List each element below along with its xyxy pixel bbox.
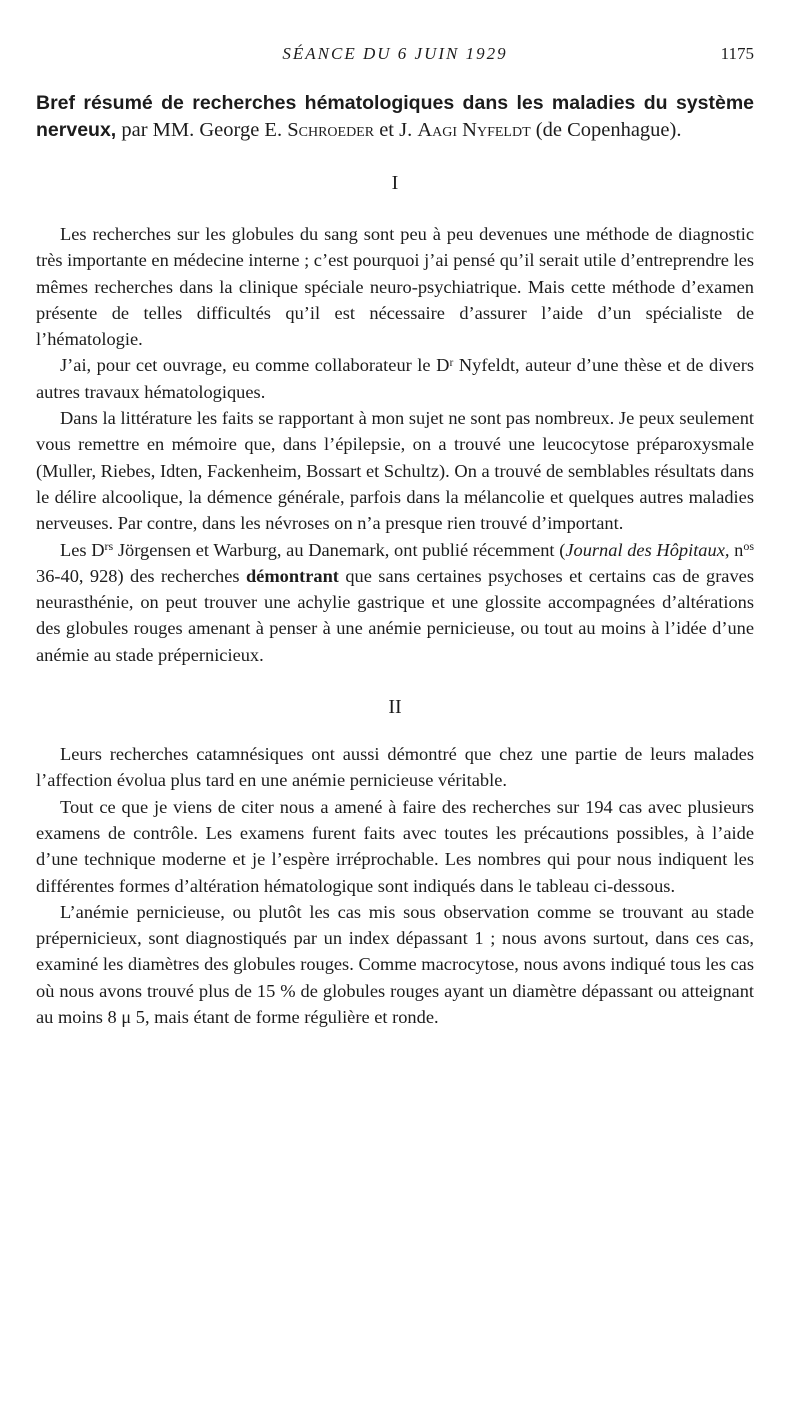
- text-run: que sans certaines psychoses et certains cas de graves neurasthénie, on peut trouver une achylie gastrique et une glossite accompagnées d’altérations des globules rouges amenant à penser à une anémie pernicieuse, ou tout au moins à l’idée d’une anémie au stade prépernicieux.: [36, 565, 754, 665]
- title-and: et J.: [374, 119, 418, 141]
- title-bold: Bref résumé de recherches hématologiques dans les maladies du système nerveux,: [36, 92, 754, 141]
- paragraph: Leurs recherches catamnésiques ont aussi démontré que chez une partie de leurs malades l’affection évolua plus tard en une anémie pernicieuse véritable.: [36, 744, 754, 791]
- text-run: n: [729, 539, 744, 560]
- emphasis: démontrant: [245, 565, 339, 586]
- text-run: Les D: [60, 539, 105, 560]
- paragraph: L’anémie pernicieuse, ou plutôt les cas mis sous observation comme se trouvant au stade prépernicieux, sont diagnostiqués par un index dépassant 1 ; nous avons surtout, dans ces cas, examiné les diamètres des globules rouges. Comme macrocytose, nous avons indiqué tous les cas où nous avons trouvé plus de 15 % de globules rouges ayant un diamètre dépassant ou atteignant au moins 8 μ 5, mais étant de forme régulière et ronde.: [36, 901, 754, 1028]
- running-title: SÉANCE DU 6 JUIN 1929: [282, 44, 508, 63]
- text-run: Jörgensen et Warburg, au Danemark, ont publié récemment (: [113, 539, 566, 560]
- author-schroeder: Schroeder: [287, 119, 375, 141]
- section-numeral-1: I: [391, 172, 399, 194]
- paragraph: Les recherches sur les globules du sang sont peu à peu devenues une méthode de diagnostic très importante en médecine interne ; c’est pourquoi j’ai pensé qu’il serait utile d’entreprendre les mêmes recherches dans la clinique spéciale neuro-psychiatrique. Mais cette méthode d’examen présente de telles difficultés qu’il est nécessaire d’assurer l’aide d’un spécialiste de l’hématologie.: [36, 224, 754, 350]
- page-number: 1175: [720, 44, 754, 63]
- section-numeral-2: II: [388, 696, 402, 719]
- superscript: os: [743, 538, 754, 553]
- journal-page: [36, 40, 754, 1030]
- paragraph-jorgensen: [36, 537, 754, 668]
- journal-name: Journal des Hôpitaux,: [565, 539, 730, 560]
- title-affiliation: (de Copenhague).: [530, 119, 682, 141]
- paragraph: J’ai, pour cet ouvrage, eu comme collaborateur le Dʳ Nyfeldt, auteur d’une thèse et de divers autres travaux hématologiques.: [36, 355, 754, 402]
- article-title: [36, 90, 754, 144]
- paragraph: Dans la littérature les faits se rapportant à mon sujet ne sont pas nombreux. Je peux seulement vous remettre en mémoire que, dans l’épilepsie, on a trouvé une leucocytose préparoxysmale (Muller, Riebes, Idten, Fackenheim, Bossart et Schultz). On a trouvé de semblables résultats dans le délire alcoolique, la démence générale, parfois dans la mélancolie et quelques autres maladies nerveuses. Par contre, dans les névroses on n’a presque rien trouvé d’important.: [36, 408, 754, 534]
- author-nyfeldt: Aagi Nyfeldt: [417, 119, 531, 141]
- running-head: [36, 40, 754, 70]
- text-run: 36-40, 928) des recherches: [36, 565, 246, 586]
- title-by: par MM. George E.: [116, 119, 288, 141]
- paragraph: Tout ce que je viens de citer nous a amené à faire des recherches sur 194 cas avec plusieurs examens de contrôle. Les examens furent faits avec toutes les précautions possibles, à l’aide d’une technique moderne et je l’espère irréprochable. Les nombres qui pour nous indiquent les différentes formes d’altération hématologique sont indiqués dans le tableau ci-dessous.: [36, 796, 754, 896]
- superscript: rs: [104, 538, 114, 553]
